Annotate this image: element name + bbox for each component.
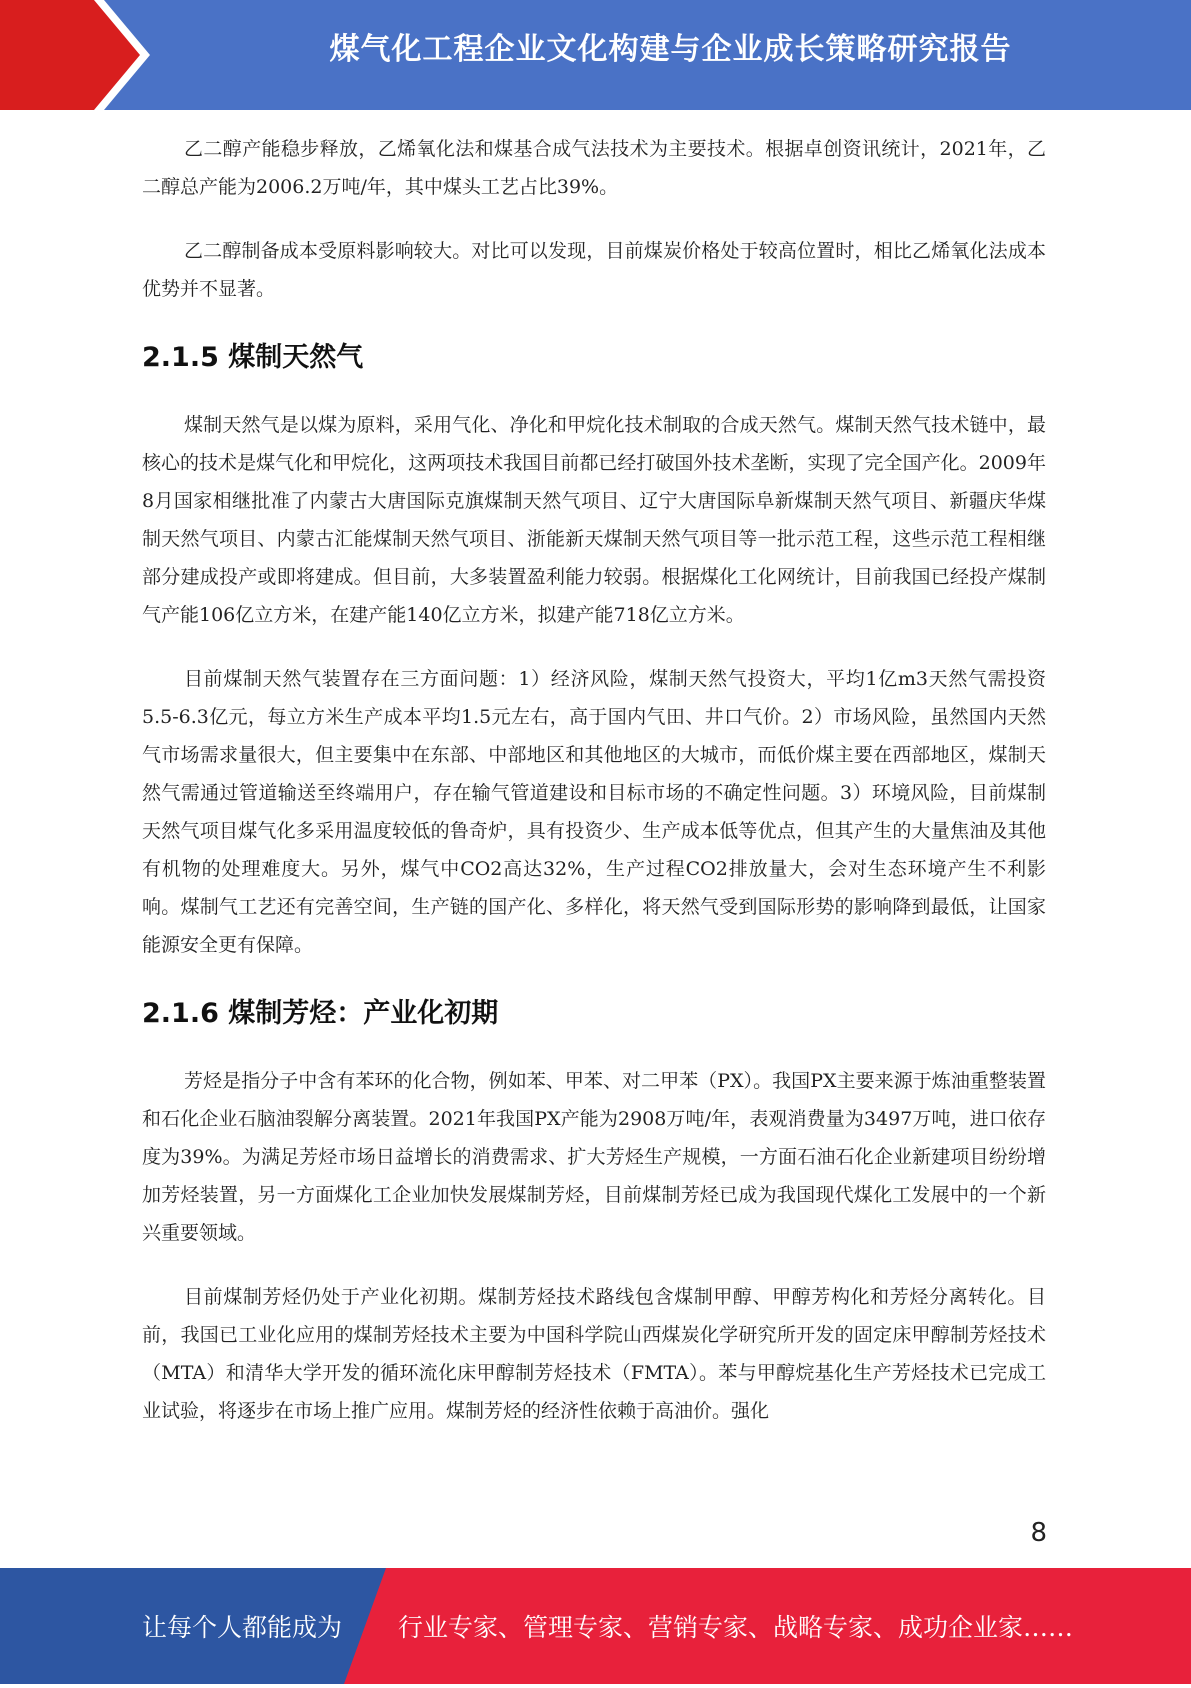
footer-slogan-left: 让每个人都能成为 <box>142 1613 343 1642</box>
paragraph: 芳烃是指分子中含有苯环的化合物，例如苯、甲苯、对二甲苯（PX）。我国PX主要来源于炼油重整装置和石化企业石脑油裂解分离装置。2021年我国PX产能为2908万吨/年，表观消费量为3497万吨，进口依存度为39%。为满足芳烃市场日益增长的消费需求、扩大芳烃生产规模，一方面石油石化企业新建项目纷纷增加芳烃装置，另一方面煤化工企业加快发展煤制芳烃，目前煤制芳烃已成为我国现代煤化工发展中的一个新兴重要领域。 <box>142 1070 1046 1244</box>
paragraph: 目前煤制天然气装置存在三方面问题：1）经济风险，煤制天然气投资大，平均1亿m3天然气需投资5.5-6.3亿元，每立方米生产成本平均1.5元左右，高于国内气田、井口气价。2）市场风险，虽然国内天然气市场需求量很大，但主要集中在东部、中部地区和其他地区的大城市，而低价煤主要在西部地区，煤制天然气需通过管道输送至终端用户，存在输气管道建设和目标市场的不确定性问题。3）环境风险，目前煤制天然气项目煤气化多采用温度较低的鲁奇炉，具有投资少、生产成本低等优点，但其产生的大量焦油及其他有机物的处理难度大。另外，煤气中CO2高达32%，生产过程CO2排放量大，会对生态环境产生不利影响。煤制气工艺还有完善空间，生产链的国产化、多样化，将天然气受到国际形势的影响降到最低，让国家能源安全更有保障。 <box>142 668 1046 956</box>
paragraph: 煤制天然气是以煤为原料，采用气化、净化和甲烷化技术制取的合成天然气。煤制天然气技术链中，最核心的技术是煤气化和甲烷化，这两项技术我国目前都已经打破国外技术垄断，实现了完全国产化。2009年8月国家相继批准了内蒙古大唐国际克旗煤制天然气项目、辽宁大唐国际阜新煤制天然气项目、新疆庆华煤制天然气项目、内蒙古汇能煤制天然气项目、浙能新天煤制天然气项目等一批示范工程，这些示范工程相继部分建成投产或即将建成。但目前，大多装置盈利能力较弱。根据煤化工化网统计，目前我国已经投产煤制气产能106亿立方米，在建产能140亿立方米，拟建产能718亿立方米。 <box>142 414 1046 626</box>
paragraph: 乙二醇产能稳步释放，乙烯氧化法和煤基合成气法技术为主要技术。根据卓创资讯统计，2021年，乙二醇总产能为2006.2万吨/年，其中煤头工艺占比39%。 <box>142 138 1046 198</box>
paragraph: 乙二醇制备成本受原料影响较大。对比可以发现，目前煤炭价格处于较高位置时，相比乙烯氧化法成本优势并不显著。 <box>142 240 1046 300</box>
section-heading-2-1-6: 2.1.6 煤制芳烃：产业化初期 <box>142 998 499 1029</box>
section-heading-2-1-5: 2.1.5 煤制天然气 <box>142 342 364 373</box>
report-title: 煤气化工程企业文化构建与企业成长策略研究报告 <box>329 32 1012 67</box>
page-number: 8 <box>1030 1518 1047 1548</box>
footer-slogan-right: 行业专家、管理专家、营销专家、战略专家、成功企业家…… <box>398 1613 1074 1642</box>
document-body <box>142 130 1046 1456</box>
header-red-arrow <box>0 0 150 110</box>
paragraph: 目前煤制芳烃仍处于产业化初期。煤制芳烃技术路线包含煤制甲醇、甲醇芳构化和芳烃分离转化。目前，我国已工业化应用的煤制芳烃技术主要为中国科学院山西煤炭化学研究所开发的固定床甲醇制芳烃技术（MTA）和清华大学开发的循环流化床甲醇制芳烃技术（FMTA）。苯与甲醇烷基化生产芳烃技术已完成工业试验，将逐步在市场上推广应用。煤制芳烃的经济性依赖于高油价。强化 <box>142 1286 1046 1422</box>
page-header <box>0 0 1191 110</box>
page-footer <box>0 1568 1191 1684</box>
